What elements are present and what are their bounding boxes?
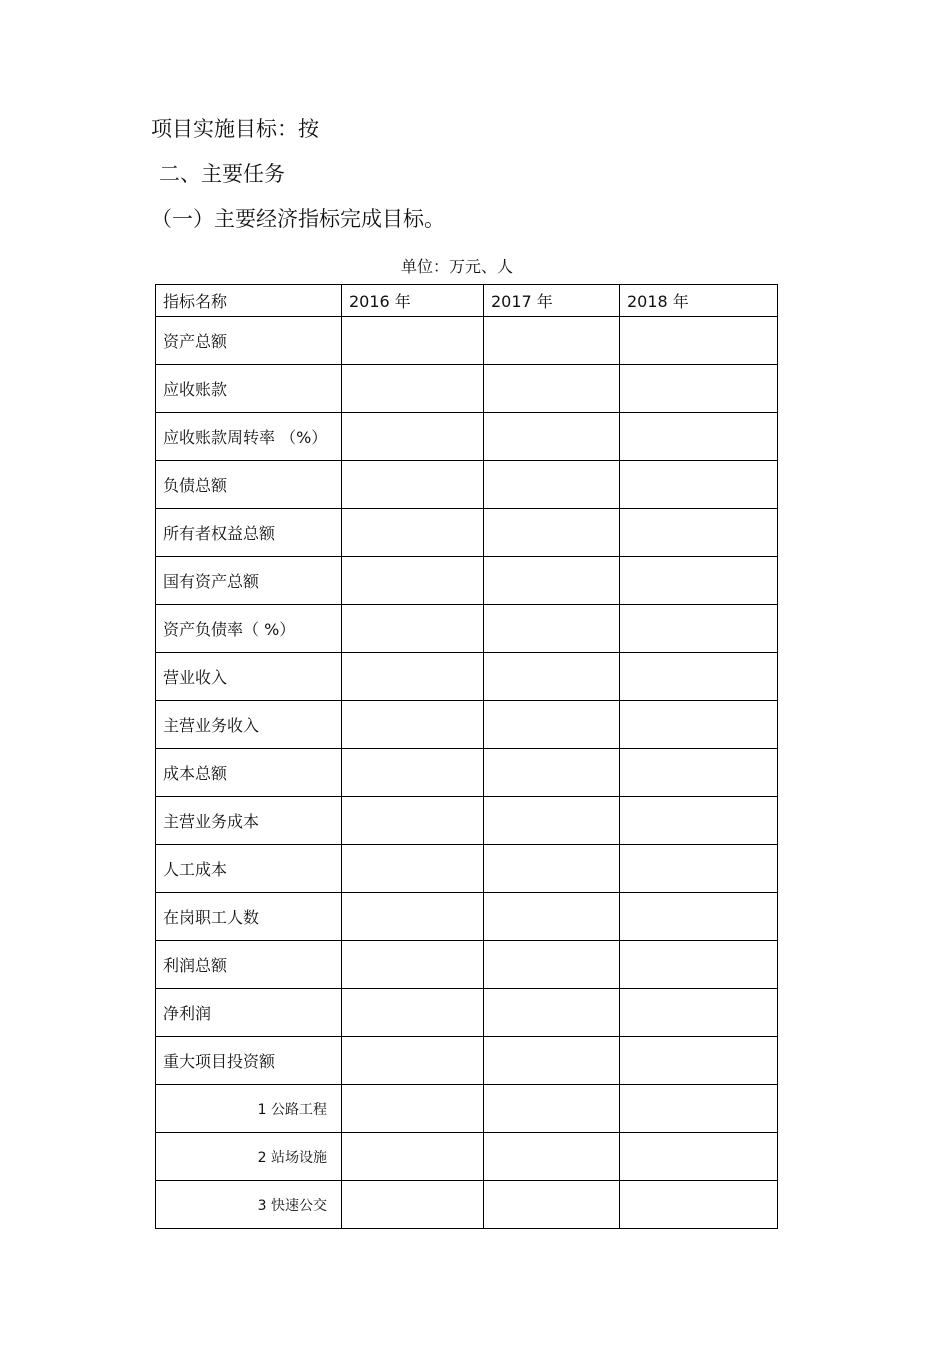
- row-label: 资产总额: [156, 317, 342, 365]
- value-cell-2018: [620, 893, 778, 941]
- value-cell-2018: [620, 701, 778, 749]
- value-cell-2017: [484, 317, 620, 365]
- row-label: 应收账款周转率 （%）: [156, 413, 342, 461]
- value-cell-2016: [342, 1085, 484, 1133]
- unit-label: 单位：万元、人: [401, 257, 514, 276]
- value-cell-2017: [484, 749, 620, 797]
- value-cell-2017: [484, 989, 620, 1037]
- row-label: 3 快速公交: [156, 1181, 342, 1229]
- table-row: [156, 989, 778, 1037]
- value-cell-2018: [620, 413, 778, 461]
- value-cell-2018: [620, 461, 778, 509]
- row-label: 所有者权益总额: [156, 509, 342, 557]
- value-cell-2016: [342, 1181, 484, 1229]
- row-label: 1 公路工程: [156, 1085, 342, 1133]
- indicator-table: [155, 284, 778, 1229]
- table-row: [156, 1037, 778, 1085]
- value-cell-2018: [620, 1133, 778, 1181]
- table-row: [156, 797, 778, 845]
- row-label: 负债总额: [156, 461, 342, 509]
- table-row: [156, 941, 778, 989]
- table-row: [156, 893, 778, 941]
- value-cell-2017: [484, 1133, 620, 1181]
- section-heading: 二、主要任务: [159, 162, 285, 186]
- row-label: 主营业务收入: [156, 701, 342, 749]
- value-cell-2017: [484, 1037, 620, 1085]
- value-cell-2017: [484, 365, 620, 413]
- value-cell-2017: [484, 845, 620, 893]
- table-row: [156, 365, 778, 413]
- header-cell-2017: 2017 年: [484, 285, 620, 317]
- value-cell-2016: [342, 1133, 484, 1181]
- value-cell-2016: [342, 797, 484, 845]
- value-cell-2018: [620, 605, 778, 653]
- value-cell-2018: [620, 1037, 778, 1085]
- row-label: 利润总额: [156, 941, 342, 989]
- table-row: [156, 557, 778, 605]
- value-cell-2016: [342, 605, 484, 653]
- value-cell-2018: [620, 317, 778, 365]
- value-cell-2018: [620, 653, 778, 701]
- table-header-row: [156, 285, 778, 317]
- row-label: 国有资产总额: [156, 557, 342, 605]
- value-cell-2017: [484, 461, 620, 509]
- value-cell-2018: [620, 1181, 778, 1229]
- value-cell-2018: [620, 989, 778, 1037]
- row-label: 净利润: [156, 989, 342, 1037]
- value-cell-2017: [484, 1181, 620, 1229]
- value-cell-2016: [342, 845, 484, 893]
- value-cell-2017: [484, 509, 620, 557]
- value-cell-2016: [342, 701, 484, 749]
- value-cell-2017: [484, 557, 620, 605]
- table-row: [156, 749, 778, 797]
- table-row: [156, 1133, 778, 1181]
- value-cell-2016: [342, 653, 484, 701]
- table-row: [156, 605, 778, 653]
- table-row: [156, 413, 778, 461]
- table-row: [156, 509, 778, 557]
- row-label: 资产负债率（ %）: [156, 605, 342, 653]
- value-cell-2016: [342, 317, 484, 365]
- value-cell-2016: [342, 509, 484, 557]
- row-label: 2 站场设施: [156, 1133, 342, 1181]
- value-cell-2017: [484, 653, 620, 701]
- row-label: 重大项目投资额: [156, 1037, 342, 1085]
- row-label: 应收账款: [156, 365, 342, 413]
- value-cell-2016: [342, 557, 484, 605]
- value-cell-2018: [620, 845, 778, 893]
- table-row: [156, 1085, 778, 1133]
- value-cell-2018: [620, 509, 778, 557]
- table-row: [156, 653, 778, 701]
- row-label: 成本总额: [156, 749, 342, 797]
- value-cell-2017: [484, 605, 620, 653]
- value-cell-2016: [342, 749, 484, 797]
- value-cell-2017: [484, 893, 620, 941]
- value-cell-2017: [484, 413, 620, 461]
- value-cell-2018: [620, 749, 778, 797]
- value-cell-2018: [620, 557, 778, 605]
- table-row: [156, 845, 778, 893]
- table-row: [156, 701, 778, 749]
- value-cell-2018: [620, 1085, 778, 1133]
- table-row: [156, 1181, 778, 1229]
- table-row: [156, 317, 778, 365]
- value-cell-2016: [342, 989, 484, 1037]
- value-cell-2017: [484, 797, 620, 845]
- value-cell-2016: [342, 413, 484, 461]
- value-cell-2018: [620, 941, 778, 989]
- row-label: 人工成本: [156, 845, 342, 893]
- value-cell-2017: [484, 941, 620, 989]
- header-cell-2018: 2018 年: [620, 285, 778, 317]
- subsection-heading: （一）主要经济指标完成目标。: [151, 207, 445, 231]
- value-cell-2017: [484, 701, 620, 749]
- value-cell-2016: [342, 1037, 484, 1085]
- row-label: 主营业务成本: [156, 797, 342, 845]
- value-cell-2016: [342, 941, 484, 989]
- table-row: [156, 461, 778, 509]
- value-cell-2016: [342, 461, 484, 509]
- value-cell-2016: [342, 893, 484, 941]
- value-cell-2018: [620, 797, 778, 845]
- value-cell-2016: [342, 365, 484, 413]
- intro-line: 项目实施目标：按: [151, 117, 319, 141]
- row-label: 营业收入: [156, 653, 342, 701]
- header-cell-2016: 2016 年: [342, 285, 484, 317]
- value-cell-2017: [484, 1085, 620, 1133]
- row-label: 在岗职工人数: [156, 893, 342, 941]
- header-cell-indicator: 指标名称: [156, 285, 342, 317]
- value-cell-2018: [620, 365, 778, 413]
